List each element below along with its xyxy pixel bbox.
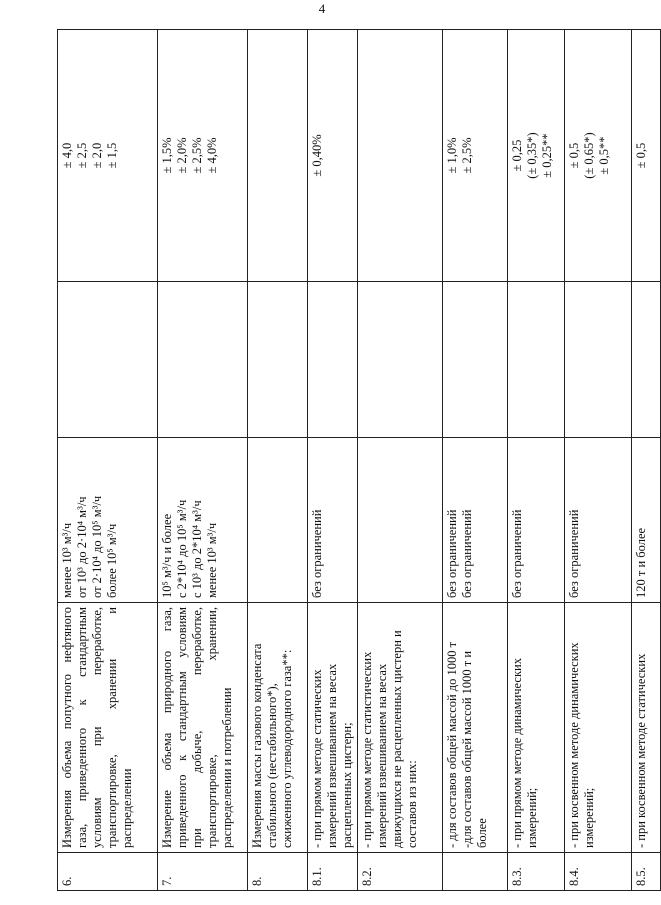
row-number: 8. <box>248 853 308 891</box>
measurement-name-cell <box>443 603 508 853</box>
measurement-name-line: приведенного к стандартным условиям <box>175 607 189 848</box>
measurement-name-line: Измерение объема природного газа, <box>160 607 174 848</box>
measurement-table <box>57 29 661 891</box>
measurement-name-line: стабильного (нестабильного*), <box>265 683 279 848</box>
error-limit-cell <box>58 30 158 282</box>
measurement-name-line: - при прямом методе динамических <box>510 658 524 848</box>
range-line: без ограничений <box>567 509 581 598</box>
range-cell <box>358 438 443 603</box>
range-cell <box>58 438 158 603</box>
measurement-name-line: измерений взвешиванием на весах <box>325 663 339 848</box>
measurement-name-cell <box>632 603 661 853</box>
error-limit-line: (± 0,35*) <box>525 132 539 179</box>
error-limit-cell <box>158 30 248 282</box>
measurement-name-cell <box>58 603 158 853</box>
measurement-name-line: - при прямом методе статистических <box>360 651 374 848</box>
range-cell <box>308 438 358 603</box>
error-limit-line: ± 2,0% <box>175 137 189 174</box>
error-limit-cell <box>632 30 661 282</box>
error-limit-cell <box>308 30 358 282</box>
blank-cell <box>308 282 358 438</box>
blank-cell <box>58 282 158 438</box>
measurement-name-line: -для составов общей массой 1000 т и <box>460 650 474 848</box>
range-line: менее 10³ м³/ч <box>205 522 219 598</box>
error-limit-line: ± 1,5 <box>105 142 119 169</box>
blank-cell <box>508 282 565 438</box>
measurement-name-cell <box>565 603 632 853</box>
measurement-name-cell <box>248 603 308 853</box>
measurement-name-line: Измерения объема попутного нефтяного <box>60 607 74 848</box>
range-line: без ограничений <box>445 509 459 598</box>
range-cell <box>248 438 308 603</box>
error-limit-line: ± 4,0% <box>205 137 219 174</box>
table-row <box>443 30 508 891</box>
range-line: от 2·10⁴ до 10⁵ м³/ч <box>90 495 104 598</box>
error-limit-line: ± 2,5 <box>75 142 89 169</box>
table-row <box>158 30 248 891</box>
measurement-name-line: газа, приведенного к стандартным <box>75 607 89 848</box>
measurement-name-cell <box>508 603 565 853</box>
error-limit-line: ± 0,25 <box>510 139 524 172</box>
error-limit-line: ± 2,0 <box>90 142 104 169</box>
error-limit-line: ± 1,5% <box>160 137 174 174</box>
measurement-name-line: транспортировке, хранении, <box>205 607 219 848</box>
measurement-name-line: - для составов общей массой до 1000 т <box>445 641 459 848</box>
error-limit-line: ± 2,5% <box>460 137 474 174</box>
measurement-name-cell <box>158 603 248 853</box>
measurement-name-line: распределении и потреблении <box>220 687 234 848</box>
table-body <box>58 30 661 891</box>
blank-cell <box>565 282 632 438</box>
range-line: более 10⁵ м³/ч <box>105 523 119 598</box>
error-limit-cell <box>248 30 308 282</box>
table-row <box>632 30 661 891</box>
error-limit-line: ± 1,0% <box>445 137 459 174</box>
row-number <box>443 853 508 891</box>
error-limit-line: ± 0,5 <box>634 142 648 169</box>
blank-cell <box>158 282 248 438</box>
page-number: 4 <box>318 1 326 16</box>
error-limit-cell <box>443 30 508 282</box>
measurement-name-line: сжиженного углеводородного газа**: <box>280 649 294 848</box>
error-limit-cell <box>565 30 632 282</box>
measurement-name-cell <box>308 603 358 853</box>
measurement-name-cell <box>358 603 443 853</box>
range-line: от 10³ до 2·10⁴ м³/ч <box>75 496 89 598</box>
measurement-name-line: - при прямом методе статических <box>310 669 324 848</box>
measurement-name-line: измерений; <box>525 787 539 848</box>
blank-cell <box>248 282 308 438</box>
row-number: 8.2. <box>358 853 443 891</box>
measurement-name-line: распределении <box>120 768 134 848</box>
measurement-name-line: - при косвенном методе статических <box>634 653 648 848</box>
range-line: 10⁵ м³/ч и более <box>160 513 174 598</box>
range-line: без ограничений <box>460 509 474 598</box>
range-line: с 10³ до 2*10⁴ м³/ч <box>190 500 204 598</box>
row-number: 8.4. <box>565 853 632 891</box>
blank-cell <box>632 282 661 438</box>
measurement-name-line: измерений; <box>582 787 596 848</box>
measurement-name-line: - при косвенном методе динамических <box>567 642 581 848</box>
measurement-name-line: измерений взвешиванием на весах <box>375 663 389 848</box>
row-number: 8.1. <box>308 853 358 891</box>
table-row <box>565 30 632 891</box>
range-line: менее 10³ м³/ч <box>60 522 74 598</box>
measurement-name-line: составов из них: <box>405 760 419 848</box>
measurement-name-line: транспортировке, хранении и <box>105 607 119 848</box>
blank-cell <box>358 282 443 438</box>
measurement-name-line: более <box>475 818 489 848</box>
measurement-name-line: условиям при переработке, <box>90 607 104 848</box>
error-limit-line: ± 0,5 <box>567 142 581 169</box>
error-limit-line: ± 4,0 <box>60 142 74 169</box>
range-cell <box>158 438 248 603</box>
table-row <box>308 30 358 891</box>
range-cell <box>565 438 632 603</box>
error-limit-line: ± 0,40% <box>310 134 324 177</box>
error-limit-line: ± 0,5** <box>597 136 611 175</box>
table-row <box>248 30 308 891</box>
row-number: 6. <box>58 853 158 891</box>
table-row <box>358 30 443 891</box>
row-number: 8.3. <box>508 853 565 891</box>
error-limit-line: (± 0,65*) <box>582 132 596 179</box>
blank-cell <box>443 282 508 438</box>
range-line: 120 т и более <box>634 527 648 598</box>
measurement-name-line: Измерения массы газового конденсата <box>250 643 264 848</box>
measurement-name-line: расцепленных цистерн; <box>340 722 354 848</box>
error-limit-line: ± 0,25** <box>540 133 554 178</box>
error-limit-cell <box>358 30 443 282</box>
range-cell <box>508 438 565 603</box>
measurement-name-line: при добыче, переработке, <box>190 607 204 848</box>
table-row <box>508 30 565 891</box>
error-limit-line: ± 2,5% <box>190 137 204 174</box>
range-line: без ограничений <box>310 509 324 598</box>
measurement-name-line: движущихся не расцепленных цистерн и <box>390 630 404 848</box>
row-number: 8.5. <box>632 853 661 891</box>
error-limit-cell <box>508 30 565 282</box>
table-row <box>58 30 158 891</box>
rotated-table-container <box>57 30 648 891</box>
range-cell <box>443 438 508 603</box>
range-line: без ограничений <box>510 509 524 598</box>
range-line: с 2*10⁴ до 10⁵ м³/ч <box>175 499 189 598</box>
row-number: 7. <box>158 853 248 891</box>
range-cell <box>632 438 661 603</box>
